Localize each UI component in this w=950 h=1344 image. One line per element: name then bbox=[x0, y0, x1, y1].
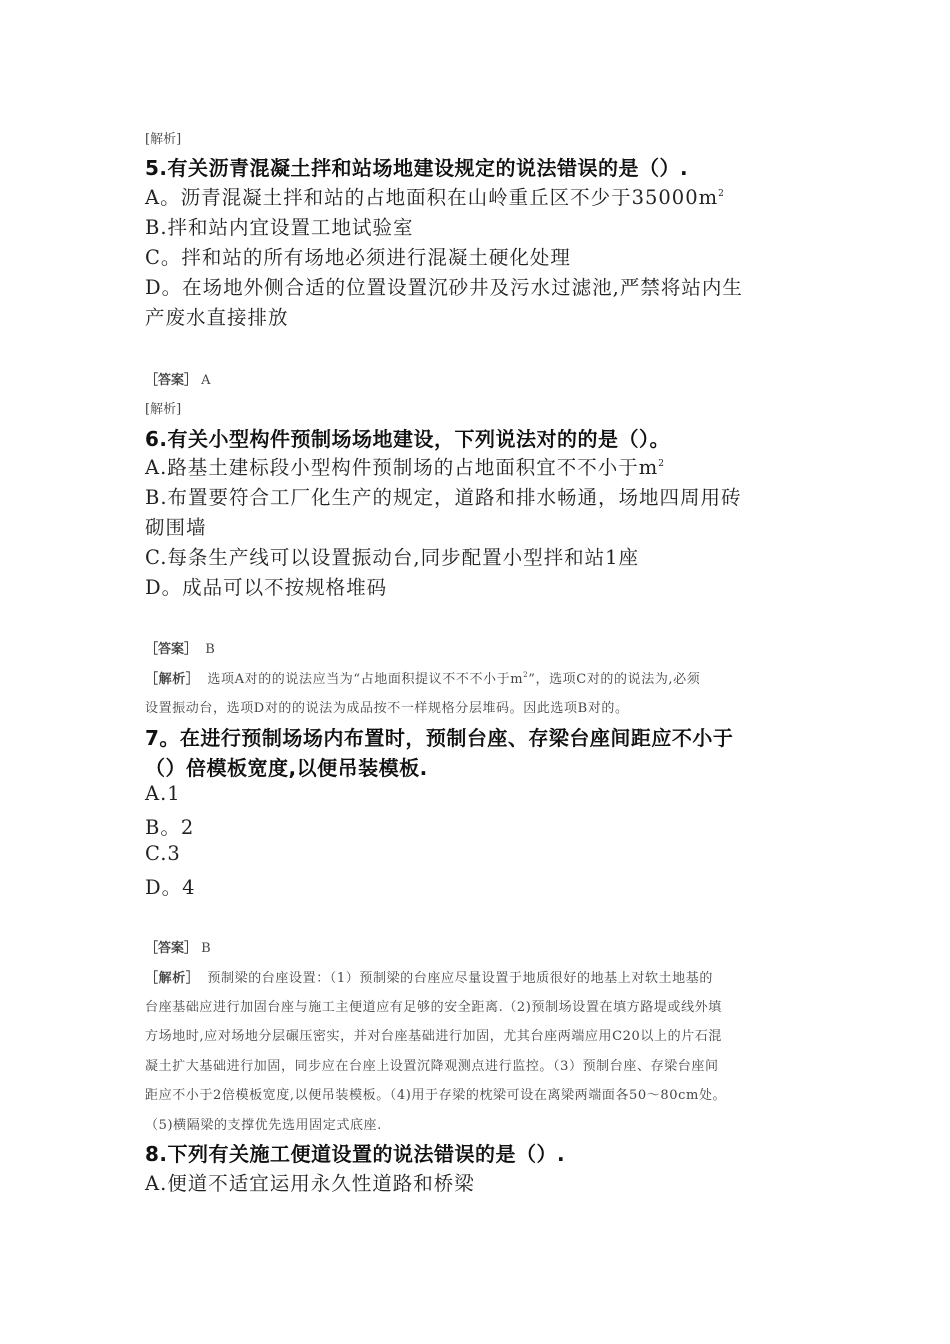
question-7-analysis-line2: 台座基础应进行加固台座与施工主便道应有足够的安全距离.（2)预制场设置在填方路堤或线外填 bbox=[145, 1000, 722, 1015]
question-5-analysis: [解析] bbox=[145, 402, 182, 417]
question-5-option-a: A。沥青混凝土拌和站的占地面积在山岭重丘区不少于$35000m^2$ bbox=[145, 186, 725, 209]
question-7-analysis-line3: 方场地时,应对场地分层碾压密实，并对台座基础进行加固，尤其台座两端应用C20以上的片石混 bbox=[145, 1029, 723, 1044]
question-7-option-c: C.3 bbox=[145, 842, 181, 865]
question-5-option-c: C。拌和站的所有场地必须进行混凝土硬化处理 bbox=[145, 246, 571, 269]
question-7-analysis-line5: 距应不小于2倍模板宽度,以便吊装模板。（4)用于存梁的枕梁可设在离梁两端面各50～80cm处。 bbox=[145, 1088, 727, 1103]
question-7-option-a: A.1 bbox=[145, 782, 181, 805]
question-5-answer: ［答案］ A bbox=[145, 373, 211, 388]
question-8-option-a: A.便道不适宜运用永久性道路和桥梁 bbox=[145, 1172, 475, 1195]
question-7-option-b: B。2 bbox=[145, 816, 195, 839]
question-7-option-d: D。4 bbox=[145, 876, 196, 899]
question-6-option-d: D。成品可以不按规格堆码 bbox=[145, 576, 388, 599]
analysis-tag: [解析] bbox=[145, 132, 182, 147]
question-6-option-b-line2: 砌围墙 bbox=[145, 516, 207, 539]
question-7-analysis-line6: （5)横隔梁的支撑优先选用固定式底座. bbox=[145, 1118, 382, 1133]
question-7-analysis-line1: ［解析］ 预制梁的台座设置：（1）预制梁的台座应尽量设置于地质很好的地基上对软土地基的 bbox=[145, 971, 713, 986]
question-5-option-d-line2: 产废水直接排放 bbox=[145, 306, 289, 329]
question-6-title: 6.有关小型构件预制场场地建设，下列说法对的的是（）。 bbox=[145, 427, 671, 451]
question-6-option-c: C.每条生产线可以设置振动台,同步配置小型拌和站1座 bbox=[145, 546, 640, 569]
question-5-option-d-line1: D。在场地外侧合适的位置设置沉砂井及污水过滤池,严禁将站内生 bbox=[145, 276, 743, 299]
question-6-answer: ［答案］ B bbox=[145, 642, 215, 657]
question-5-option-b: B.拌和站内宜设置工地试验室 bbox=[145, 216, 414, 239]
question-6-analysis-line2: 设置振动台，选项D对的的说法为成品按不一样规格分层堆码。因此选项B对的。 bbox=[145, 701, 629, 716]
question-6-analysis-line1: ［解析］ 选项A对的的说法应当为“占地面积提议不不不小于$m^2$”，选项C对的的说法为,必须 bbox=[145, 671, 701, 687]
question-7-title-line2: （）倍模板宽度,以便吊装模板. bbox=[145, 756, 428, 780]
question-5-title: 5.有关沥青混凝土拌和站场地建设规定的说法错误的是（）. bbox=[145, 156, 689, 180]
question-7-analysis-line4: 凝土扩大基础进行加固，同步应在台座上设置沉降观测点进行监控。（3）预制台座、存梁台座间 bbox=[145, 1059, 719, 1074]
question-8-title: 8.下列有关施工便道设置的说法错误的是（）. bbox=[145, 1142, 566, 1166]
question-7-answer: ［答案］ B bbox=[145, 941, 211, 956]
question-6-option-b-line1: B.布置要符合工厂化生产的规定，道路和排水畅通，场地四周用砖 bbox=[145, 486, 742, 509]
question-7-title-line1: 7。在进行预制场场内布置时，预制台座、存梁台座间距应不小于 bbox=[145, 726, 734, 750]
question-6-option-a: A.路基土建标段小型构件预制场的占地面积宜不不小于$m^2$ bbox=[145, 456, 666, 479]
